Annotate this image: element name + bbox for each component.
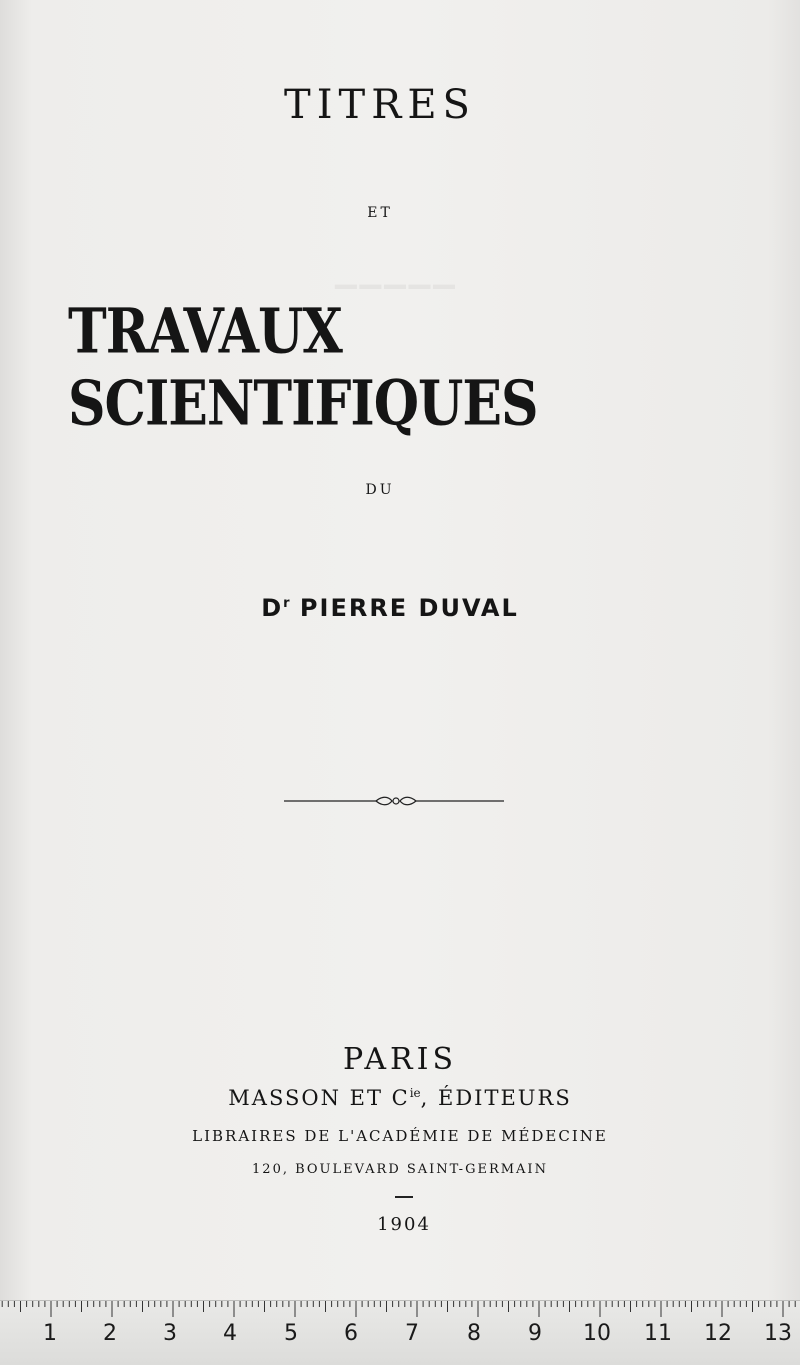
- title-line-2: TRAVAUX SCIENTIFIQUES: [68, 296, 538, 440]
- author-surname: PIERRE DUVAL: [299, 594, 519, 622]
- ruler-label-12: 12: [704, 1321, 732, 1346]
- ruler-label-7: 7: [405, 1321, 419, 1346]
- title-conjunction: ET: [367, 205, 393, 221]
- separator-dash: [395, 1196, 413, 1198]
- publisher-main: MASSON ET C: [228, 1086, 410, 1110]
- ruler-label-2: 2: [103, 1321, 117, 1346]
- ruler-label-11: 11: [644, 1321, 672, 1346]
- publisher-name: [0, 1086, 800, 1110]
- ruler-label-1: 1: [43, 1321, 57, 1346]
- ruler-label-5: 5: [284, 1321, 298, 1346]
- ruler-label-6: 6: [344, 1321, 358, 1346]
- ruler-label-3: 3: [163, 1321, 177, 1346]
- bleed-through-title: ▁▁▁▁▁: [335, 256, 458, 289]
- measuring-ruler: [0, 1300, 800, 1365]
- author-name: [0, 594, 780, 622]
- publisher-sup: ie: [409, 1086, 421, 1100]
- title-line-1: TITRES: [284, 82, 476, 128]
- ruler-label-13: 13: [764, 1321, 792, 1346]
- publication-year: 1904: [377, 1214, 431, 1235]
- publisher-detail: LIBRAIRES DE L'ACADÉMIE DE MÉDECINE: [192, 1127, 608, 1145]
- ruler-label-10: 10: [583, 1321, 611, 1346]
- ruler-label-9: 9: [528, 1321, 542, 1346]
- publication-city: PARIS: [342, 1042, 458, 1077]
- author-prefix: D: [261, 594, 284, 622]
- ornament-rule-icon: [284, 793, 504, 809]
- publisher-address: 120, BOULEVARD SAINT-GERMAIN: [252, 1162, 548, 1177]
- by-line: DU: [365, 482, 395, 498]
- author-prefix-sup: r: [283, 596, 290, 611]
- publisher-suffix: , ÉDITEURS: [420, 1086, 572, 1110]
- ruler-label-8: 8: [467, 1321, 481, 1346]
- ruler-label-4: 4: [223, 1321, 237, 1346]
